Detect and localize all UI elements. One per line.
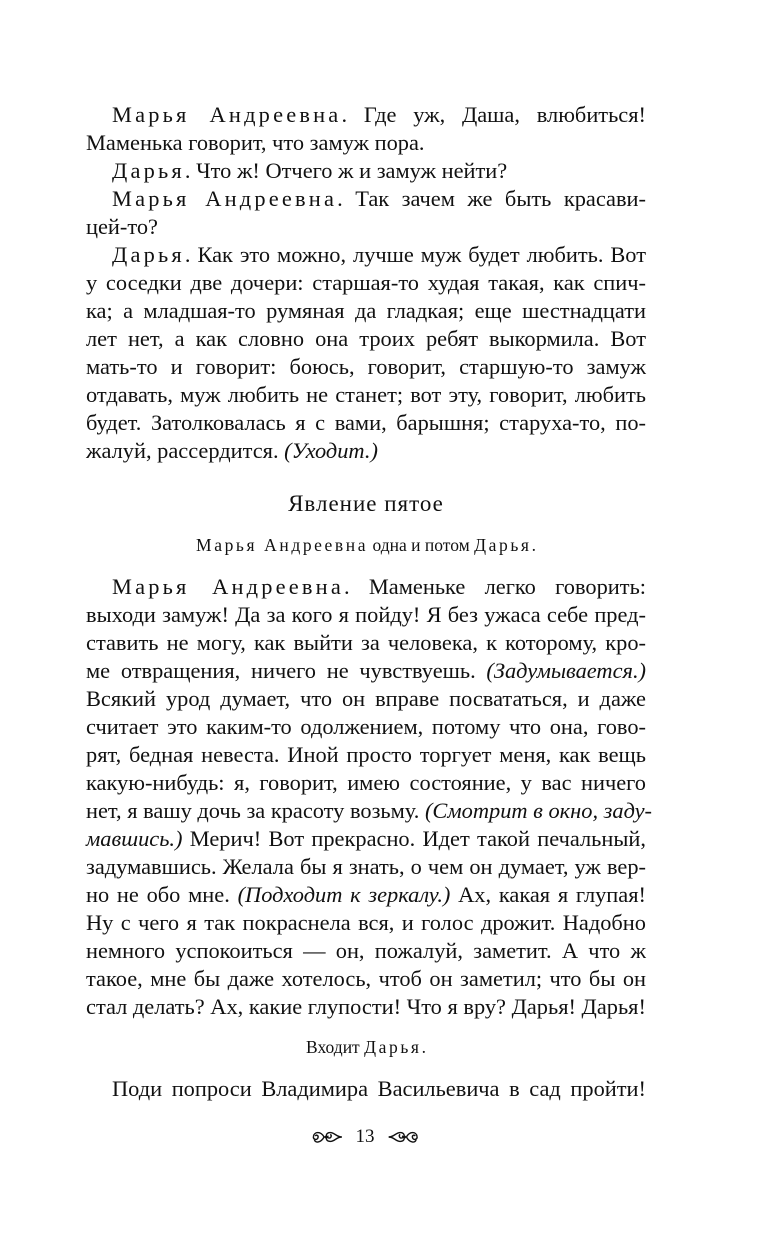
text-line: выходи замуж! Да за кого я пойду! Я без ужаса себе пред- xyxy=(86,602,646,627)
page-number: 13 xyxy=(355,1126,375,1147)
stage-direction: (Смотрит в окно, заду- xyxy=(424,798,652,823)
ornament-right-icon xyxy=(387,1126,421,1148)
text-line: немного успокоиться — он, пожалуй, заметит. А что ж xyxy=(86,938,646,963)
text-line: жалуй, рассердится. (Уходит.) xyxy=(86,438,378,463)
text-line: задумавшись. Желала бы я знать, о чем он думает, уж вер- xyxy=(86,854,646,879)
text-line: такое, мне бы даже хотелось, чтоб он заметил; что бы он xyxy=(86,966,646,991)
speaker-name: Дарья xyxy=(112,158,185,183)
text-line: Всякий урод думает, что он вправе посвататься, и даже xyxy=(86,686,646,711)
stage-direction: мавшись.) xyxy=(86,826,183,851)
text-line: отдавать, муж любить не станет; вот эту, говорит, любить xyxy=(86,382,646,407)
text-line: ка; а младшая-то румяная да гладкая; еще шестнадцати xyxy=(86,298,646,323)
text-line: у соседки две дочери: старшая-то худая такая, как спич- xyxy=(86,270,646,295)
speaker-name: Марья Андреевна xyxy=(112,102,342,127)
text-line: нет, я вашу дочь за красоту возьму. (Смотрит в окно, заду- xyxy=(86,798,652,823)
text-line: Дарья. Что ж! Отчего ж и замуж нейти? xyxy=(112,158,508,183)
text-line: мавшись.) Мерич! Вот прекрасно. Идет такой печальный, xyxy=(86,826,646,851)
stage-direction-line: Марья Андреевна одна и потом Дарья. xyxy=(196,535,536,555)
text-line: Марья Андреевна. Где уж, Даша, влюбиться! xyxy=(112,102,646,127)
ornament-left-icon xyxy=(310,1126,344,1148)
text-line: считает это каким-то одолжением, потому что она, гово- xyxy=(86,714,646,739)
text-line: стал делать? Ах, какие глупости! Что я вру? Дарья! Дарья! xyxy=(86,994,646,1019)
text-line: Марья Андреевна. Так зачем же быть красави- xyxy=(112,186,646,211)
text-line: рят, бедная невеста. Иной просто торгует меня, как вещь xyxy=(86,742,646,767)
text-line: лет нет, а как словно она троих ребят выкормила. Вот xyxy=(86,326,646,351)
stage-direction: (Уходит.) xyxy=(284,438,378,463)
text-line: Марья Андреевна. Маменьке легко говорить: xyxy=(112,574,646,599)
speaker-name: Дарья xyxy=(112,242,185,267)
scene-heading: Явление пятое xyxy=(288,491,444,516)
text-line: Ну с чего я так покраснела вся, и голос дрожит. Надобно xyxy=(86,910,646,935)
speaker-name: Марья Андреевна xyxy=(112,574,344,599)
text-line: какую-нибудь: я, говорит, имею состояние, у вас ничего xyxy=(86,770,646,795)
text-line: ставить не могу, как выйти за человека, к которому, кро- xyxy=(86,630,646,655)
text-line: Маменька говорит, что замуж пора. xyxy=(86,130,425,155)
text-line: ме отвращения, ничего не чувствуешь. (Задумывается.) xyxy=(86,658,646,683)
text-line: Поди попроси Владимира Васильевича в сад пройти! xyxy=(112,1076,646,1101)
text-line: но не обо мне. (Подходит к зеркалу.) Ах, какая я глупая! xyxy=(86,882,646,907)
stage-direction: (Подходит к зеркалу.) xyxy=(237,882,451,907)
text-line: Дарья. Как это можно, лучше муж будет любить. Вот xyxy=(112,242,646,267)
page-folio xyxy=(310,1122,420,1152)
text-line: цей-то? xyxy=(86,214,158,239)
stage-direction: (Задумывается.) xyxy=(486,658,646,683)
text-line: будет. Затолковалась я с вами, барышня; старуха-то, по- xyxy=(86,410,646,435)
stage-direction-line: Входит Дарья. xyxy=(306,1037,426,1057)
text-line: мать-то и говорит: боюсь, говорит, старшую-то замуж xyxy=(86,354,646,379)
speaker-name: Марья Андреевна xyxy=(112,186,338,211)
